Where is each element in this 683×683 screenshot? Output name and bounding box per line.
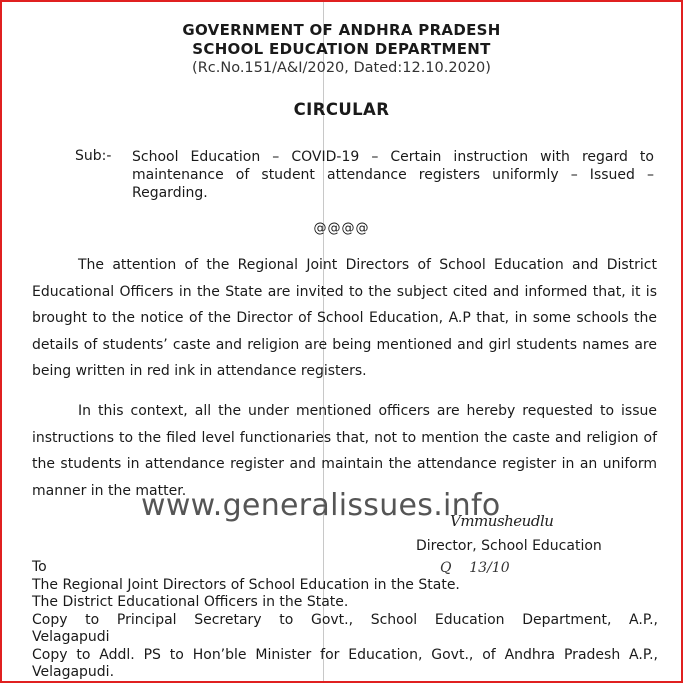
to-label: To — [32, 559, 47, 575]
header-reference: (Rc.No.151/A&I/2020, Dated:12.10.2020) — [192, 60, 491, 76]
director-signature: Vmmusheudlu — [450, 512, 554, 530]
header-government: GOVERNMENT OF ANDHRA PRADESH — [182, 21, 501, 39]
paragraph-attention: The attention of the Regional Joint Directors of School Education and District Educational Officers in the State are invited to the subject cited and informed that, it is brought to the notice of the Director of School Education, A.P that, in some schools the details of students’ caste and religion are being mentioned and girl students names are being written in red ink in attendance registers. — [32, 257, 657, 379]
copy-principal-secretary-place: Velagapudi — [32, 629, 110, 645]
handwritten-initials: Q 13/10 — [440, 560, 510, 576]
header-department: SCHOOL EDUCATION DEPARTMENT — [192, 40, 491, 58]
subject-text: School Education – COVID-19 – Certain instruction with regard to maintenance of student attendance registers uniformly – Issued – Regarding. — [132, 149, 654, 201]
copy-addl-ps-place: Velagapudi. — [32, 664, 115, 680]
separator: @@@@ — [313, 221, 370, 236]
copy-principal-secretary: Copy to Principal Secretary to Govt., School Education Department, A.P., — [32, 611, 658, 628]
website-watermark: www.generalissues.info — [141, 488, 501, 523]
paragraph-instructions: In this context, all the under mentioned officers are hereby requested to issue instructions to the filed level functionaries that, not to mention the caste and religion of the students in attendance register and maintain the attendance register in an uniform manner in the matter. — [32, 403, 657, 499]
subject-label: Sub:- — [75, 148, 112, 164]
document-title: CIRCULAR — [293, 100, 390, 119]
recipient-rjd: The Regional Joint Directors of School Education in the State. — [32, 576, 460, 593]
signer-designation: Director, School Education — [416, 538, 602, 554]
recipient-deo: The District Educational Officers in the State. — [32, 594, 349, 610]
copy-addl-ps: Copy to Addl. PS to Hon’ble Minister for Education, Govt., of Andhra Pradesh A.P., — [32, 646, 658, 663]
distribution-list — [32, 559, 658, 682]
